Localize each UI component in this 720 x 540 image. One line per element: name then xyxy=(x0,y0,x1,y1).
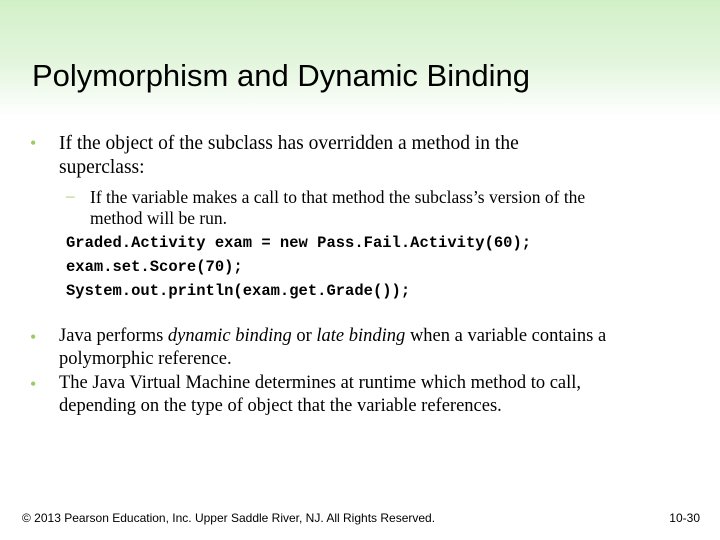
bullet-3-line-1: The Java Virtual Machine determines at runtime which method to call, xyxy=(59,373,582,393)
bullet-icon: • xyxy=(30,133,37,153)
bullet-1-line-1: If the object of the subclass has overridden a method in the xyxy=(59,133,519,154)
bullet-2-text: Java performs xyxy=(59,326,168,346)
emphasis-late-binding: late binding xyxy=(316,326,406,346)
bullet-2-text: or xyxy=(291,326,317,346)
bullet-icon: • xyxy=(30,374,37,394)
code-line: exam.set.Score(70); xyxy=(66,258,243,276)
bullet-icon: • xyxy=(30,327,37,347)
bullet-2-line-2: polymorphic reference. xyxy=(59,349,232,369)
bullet-3-line-2: depending on the type of object that the variable references. xyxy=(59,396,502,416)
sub-bullet-line-2: method will be run. xyxy=(90,208,228,228)
code-line: Graded.Activity exam = new Pass.Fail.Activity(60); xyxy=(66,234,532,252)
bullet-1-line-2: superclass: xyxy=(59,157,145,178)
copyright-notice: © 2013 Pearson Education, Inc. Upper Saddle River, NJ. All Rights Reserved. xyxy=(22,511,436,525)
bullet-2 xyxy=(59,325,606,371)
sub-bullet-line-1: If the variable makes a call to that method the subclass’s version of the xyxy=(90,187,586,207)
page-number: 10-30 xyxy=(669,511,700,525)
slide-title: Polymorphism and Dynamic Binding xyxy=(32,58,530,93)
bullet-2-line-1 xyxy=(59,325,606,348)
bullet-2-text: when a variable contains a xyxy=(405,326,607,346)
code-line: System.out.println(exam.get.Grade()); xyxy=(66,282,411,300)
emphasis-dynamic-binding: dynamic binding xyxy=(167,326,292,346)
dash-icon: – xyxy=(66,186,75,205)
bullet-3 xyxy=(59,372,581,418)
sub-bullet xyxy=(90,187,585,229)
bullet-1 xyxy=(59,132,519,180)
